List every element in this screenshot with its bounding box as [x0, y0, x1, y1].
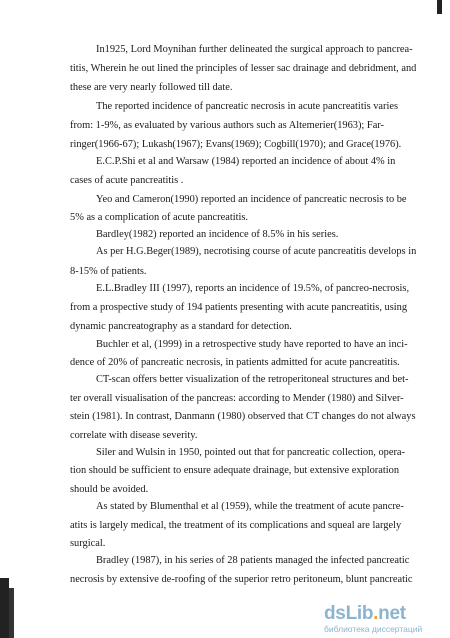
watermark-subtitle: библиотека диссертаций: [324, 624, 423, 634]
watermark-title: dsLib.net: [324, 603, 406, 624]
watermark-logo: [324, 604, 444, 634]
document-page: In1925, Lord Moynihan further delineated the surgical approach to pancrea- titis, Wherein he out lined the principles of lesser sac drainage and debridment, and these are very nearly followed till date. The reported incidence of pancreatic necrosis in acute pancreatitis varies from: 1-9%, as evaluated by various authors such as Altemerier(1963); Far- ringer(1966-67); Lukash(1967); Evans(1969); Cogbill(1970); and Grace(1976). E.C.P.Shi et al and Warsaw (1984) reported an incidence of about 4% in cases of acute pancreatitis . Yeo and Cameron(1990) reported an incidence of pancreatic necrosis to be 5% as a complication of acute pancreatitis. Bardley(1982) reported an incidence of 8.5% in his series. As per H.G.Beger(1989), necrotising course of acute pancreatitis develops in 8-15% of patients. E.L.Bradley III (1997), reports an incidence of 19.5%, of pancreo-necrosis, from a prospective study of 194 patients presenting with acute pancreatitis, using dynamic pancreatography as a standard for detection. Buchler et al, (1999) in a retrospective study have reported to have an inci- dence of 20% of pancreatic necrosis, in patients admitted for acute pancreatitis. CT-scan offers better visualization of the retroperitoneal structures and bet- ter overall visualisation of the pancreas: according to Mender (1980) and Silver- stein (1981). In contrast, Danmann (1980) observed that CT changes do not always correlate with disease severity. Siler and Wulsin in 1950, pointed out that for pancreatic collection, opera- tion should be sufficient to ensure adequate drainage, but extensive exploration should be avoided. As stated by Blumenthal et al (1959), while the treatment of acute pancre- atits is largely medical, the treatment of its complications and squeal are largely surgical. Bradley (1987), in his series of 28 patients managed the infected pancreatic necrosis by extensive de-roofing of the superior retro peritoneum, blunt pancreatic: [70, 44, 417, 585]
